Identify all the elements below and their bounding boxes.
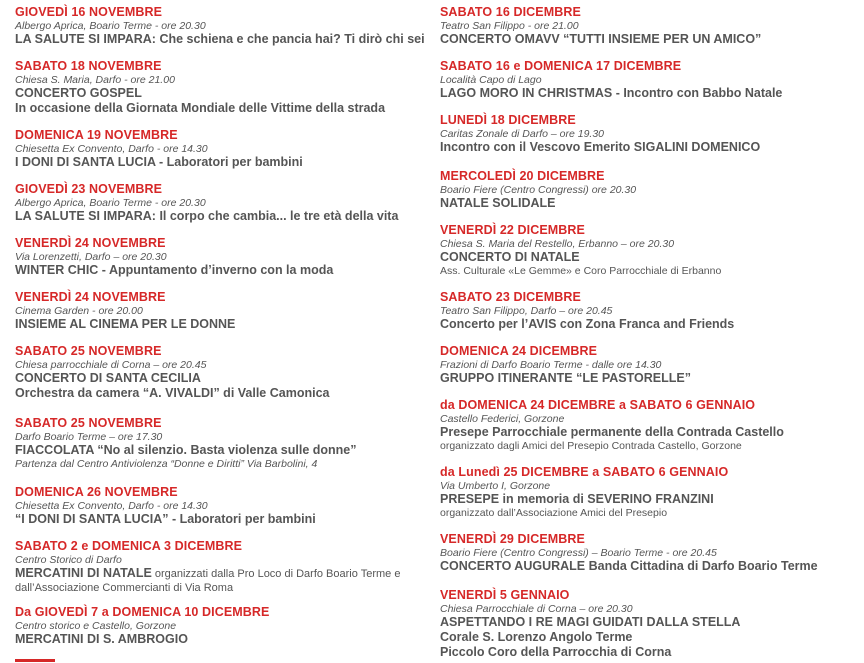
event-title: ASPETTANDO I RE MAGI GUIDATI DALLA STELLA (440, 615, 741, 629)
event-title: PRESEPE in memoria di SEVERINO FRANZINI (440, 492, 714, 506)
event-title: CONCERTO DI NATALE (440, 250, 580, 264)
event-title: CONCERTO GOSPEL (15, 86, 142, 100)
event-location: Teatro San Filippo, Darfo – ore 20.45 (440, 305, 613, 317)
event-location: Centro storico e Castello, Gorzone (15, 620, 177, 632)
event-date: SABATO 16 DICEMBRE (440, 5, 581, 19)
event-item (440, 113, 860, 155)
event-location: Chiesetta Ex Convento, Darfo - ore 14.30 (15, 143, 208, 155)
event-note: organizzato dagli Amici del Presepio Contrada Castello, Gorzone (440, 440, 742, 452)
event-date: da DOMENICA 24 DICEMBRE a SABATO 6 GENNAIO (440, 398, 756, 412)
event-location: Chiesa Parrocchiale di Corna – ore 20.30 (440, 603, 633, 615)
event-item (440, 532, 860, 574)
event-title: MERCATINI DI S. AMBROGIO (15, 632, 188, 646)
event-subtitle: Orchestra da camera “A. VIVALDI” di Valle Camonica (15, 386, 330, 400)
event-item (15, 128, 425, 170)
event-item (15, 236, 425, 278)
event-location: Castello Federici, Gorzone (440, 413, 565, 425)
event-date: DOMENICA 24 DICEMBRE (440, 344, 598, 358)
event-title: “I DONI DI SANTA LUCIA” - Laboratori per bambini (15, 512, 316, 526)
event-location: Darfo Boario Terme – ore 17.30 (15, 431, 163, 443)
event-title: CONCERTO OMAVV “TUTTI INSIEME PER UN AMICO” (440, 32, 762, 46)
event-title: I DONI DI SANTA LUCIA - Laboratori per bambini (15, 155, 303, 169)
event-item (15, 344, 425, 401)
event-date: VENERDÌ 24 NOVEMBRE (15, 236, 166, 250)
event-date: MERCOLEDÌ 20 DICEMBRE (440, 169, 605, 183)
event-location: Chiesa S. Maria, Darfo - ore 21.00 (15, 74, 175, 86)
event-location: Boario Fiere (Centro Congressi) ore 20.30 (440, 184, 637, 196)
event-item (440, 344, 860, 386)
event-title: GRUPPO ITINERANTE “LE PASTORELLE” (440, 371, 691, 385)
event-item (440, 5, 860, 47)
event-date: SABATO 18 NOVEMBRE (15, 59, 162, 73)
event-location: Centro Storico di Darfo (15, 554, 122, 566)
event-note: Partenza dal Centro Antiviolenza “Donne e Diritti” Via Barbolini, 4 (15, 458, 318, 470)
event-item (440, 290, 860, 332)
event-item (440, 398, 860, 452)
event-title: INSIEME AL CINEMA PER LE DONNE (15, 317, 236, 331)
event-date: DOMENICA 26 NOVEMBRE (15, 485, 178, 499)
event-date: VENERDÌ 24 NOVEMBRE (15, 290, 166, 304)
event-subtitle-2: Piccolo Coro della Parrocchia di Corna (440, 645, 672, 659)
event-title: LAGO MORO IN CHRISTMAS - Incontro con Babbo Natale (440, 86, 783, 100)
event-date: VENERDÌ 5 GENNAIO (440, 588, 570, 602)
event-date: SABATO 16 e DOMENICA 17 DICEMBRE (440, 59, 682, 73)
event-date: SABATO 25 NOVEMBRE (15, 416, 162, 430)
event-item (15, 182, 425, 224)
event-item (15, 539, 425, 595)
event-title: CONCERTO DI SANTA CECILIA (15, 371, 201, 385)
event-location: Frazioni di Darfo Boario Terme - dalle ore 14.30 (440, 359, 662, 371)
event-item (440, 59, 860, 101)
event-item (15, 485, 425, 527)
event-date: LUNEDÌ 18 DICEMBRE (440, 113, 576, 127)
event-subtitle: dall’Associazione Commercianti di Via Roma (15, 582, 234, 594)
event-date: VENERDÌ 29 DICEMBRE (440, 532, 585, 546)
event-location: Albergo Aprica, Boario Terme - ore 20.30 (15, 197, 206, 209)
event-location: Albergo Aprica, Boario Terme - ore 20.30 (15, 20, 206, 32)
event-location: Via Umberto I, Gorzone (440, 480, 551, 492)
event-location: Chiesa S. Maria del Restello, Erbanno – ore 20.30 (440, 238, 675, 250)
event-item (15, 5, 425, 47)
next-event-cut-off (15, 655, 75, 663)
event-title: Concerto per l’AVIS con Zona Franca and Friends (440, 317, 735, 331)
event-subtitle: In occasione della Giornata Mondiale delle Vittime della strada (15, 101, 386, 115)
event-date: GIOVEDÌ 16 NOVEMBRE (15, 5, 163, 19)
event-subtitle: Corale S. Lorenzo Angolo Terme (440, 630, 633, 644)
event-item (440, 169, 860, 211)
event-location: Cinema Garden - ore 20.00 (15, 305, 143, 317)
event-title: CONCERTO AUGURALE Banda Cittadina di Darfo Boario Terme (440, 559, 818, 573)
event-title: Incontro con il Vescovo Emerito SIGALINI DOMENICO (440, 140, 761, 154)
event-title: LA SALUTE SI IMPARA: Il corpo che cambia... le tre età della vita (15, 209, 399, 223)
event-date: VENERDÌ 22 DICEMBRE (440, 223, 585, 237)
event-location: Chiesetta Ex Convento, Darfo - ore 14.30 (15, 500, 208, 512)
event-location: Teatro San Filippo - ore 21.00 (440, 20, 579, 32)
event-location: Località Capo di Lago (440, 74, 542, 86)
event-title: WINTER CHIC - Appuntamento d’inverno con la moda (15, 263, 334, 277)
event-date: DOMENICA 19 NOVEMBRE (15, 128, 178, 142)
event-location: Chiesa parrocchiale di Corna – ore 20.45 (15, 359, 207, 371)
event-location: Caritas Zonale di Darfo – ore 19.30 (440, 128, 605, 140)
event-title: Presepe Parrocchiale permanente della Contrada Castello (440, 425, 784, 439)
event-location: Via Lorenzetti, Darfo – ore 20.30 (15, 251, 167, 263)
event-date: SABATO 23 DICEMBRE (440, 290, 581, 304)
event-date: SABATO 2 e DOMENICA 3 DICEMBRE (15, 539, 243, 553)
event-note: organizzato dall’Associazione Amici del Presepio (440, 507, 668, 519)
event-date: GIOVEDÌ 23 NOVEMBRE (15, 182, 163, 196)
event-item (15, 605, 425, 647)
event-item (15, 59, 425, 116)
event-item (440, 465, 860, 519)
event-note: Ass. Culturale «Le Gemme» e Coro Parrocchiale di Erbanno (440, 265, 722, 277)
event-title: NATALE SOLIDALE (440, 196, 556, 210)
event-item (440, 223, 860, 277)
event-date: Da GIOVEDÌ 7 a DOMENICA 10 DICEMBRE (15, 605, 270, 619)
event-item (15, 416, 425, 470)
event-title: FIACCOLATA “No al silenzio. Basta violenza sulle donne” (15, 443, 357, 457)
event-date: SABATO 25 NOVEMBRE (15, 344, 162, 358)
event-location: Boario Fiere (Centro Congressi) – Boario Terme - ore 20.45 (440, 547, 717, 559)
event-title: MERCATINI DI NATALE organizzati dalla Pro Loco di Darfo Boario Terme e (15, 566, 401, 580)
event-item (440, 588, 860, 660)
event-item (15, 290, 425, 332)
event-date: da Lunedì 25 DICEMBRE a SABATO 6 GENNAIO (440, 465, 729, 479)
event-title: LA SALUTE SI IMPARA: Che schiena e che pancia hai? Ti dirò chi sei (15, 32, 425, 46)
